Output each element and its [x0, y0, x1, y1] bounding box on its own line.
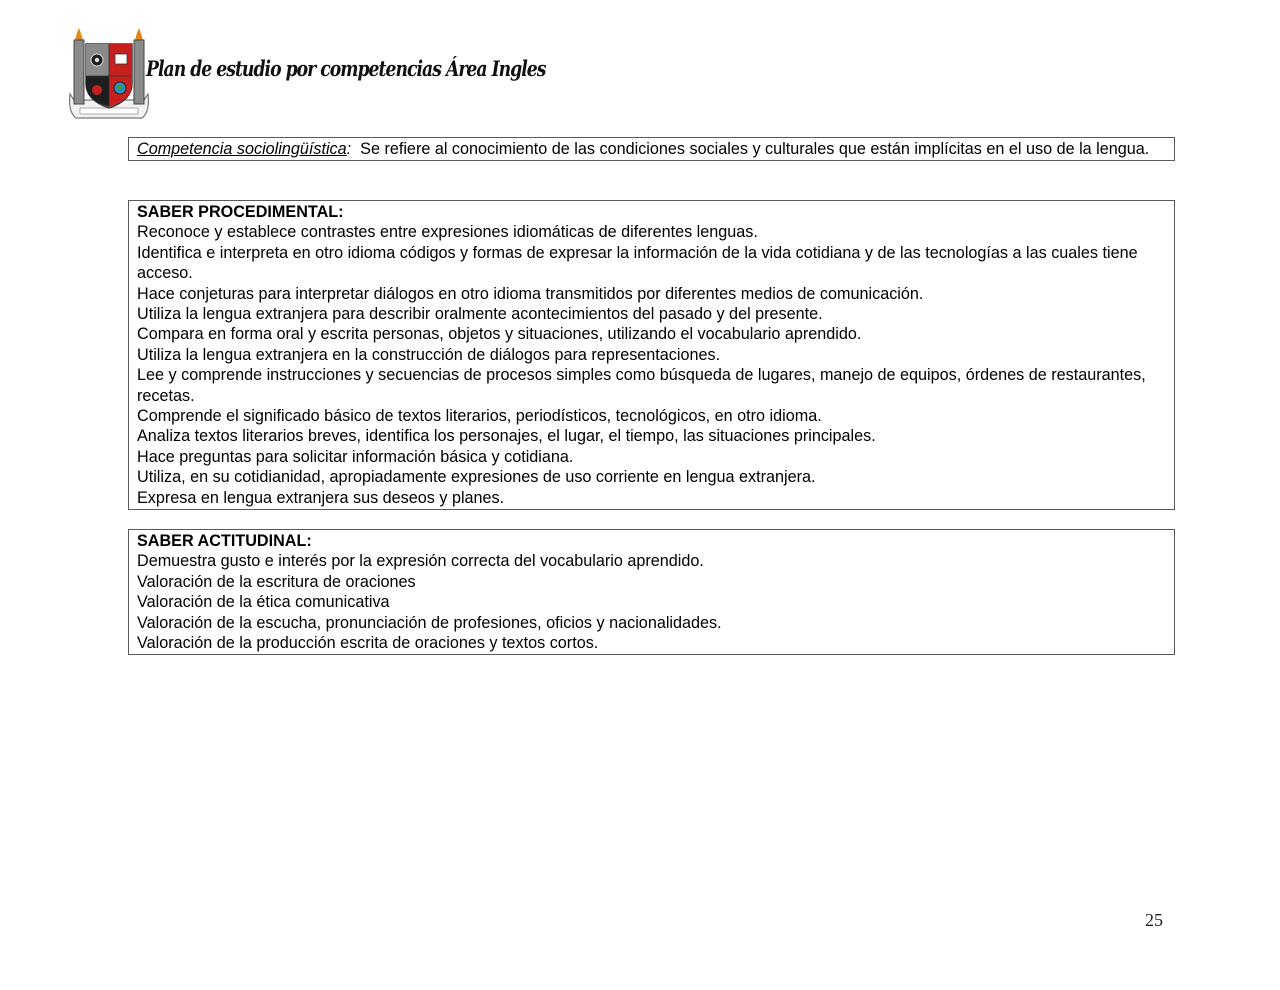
- term-colon: :: [346, 140, 352, 158]
- page-number: 25: [1145, 910, 1163, 930]
- sociolinguistic-definition: Se refiere al conocimiento de las condiciones sociales y culturales que están implícitas en el uso de la lengua.: [351, 140, 1150, 158]
- list-item: Reconoce y establece contrastes entre expresiones idiomáticas de diferentes lenguas.: [137, 223, 758, 242]
- list-item: Valoración de la escritura de oraciones: [137, 572, 416, 591]
- page-header: [66, 28, 546, 122]
- list-item: Valoración de la ética comunicativa: [137, 593, 390, 612]
- list-item: Identifica e interpreta en otro idioma códigos y formas de expresar la información de la vida cotidiana y de las tecnologías a las cuales tiene acceso.: [137, 243, 1138, 283]
- list-item: Lee y comprende instrucciones y secuencias de procesos simples como búsqueda de lugares, manejo de equipos, órdenes de restaurantes, recetas.: [137, 366, 1146, 405]
- attitudinal-knowledge-box: [128, 529, 1175, 655]
- list-item: Comprende el significado básico de textos literarios, periodísticos, tecnológicos, en otro idioma.: [137, 407, 822, 426]
- school-crest-icon: [66, 28, 152, 122]
- list-item: Expresa en lengua extranjera sus deseos y planes.: [137, 488, 505, 507]
- list-item: Compara en forma oral y escrita personas, objetos y situaciones, utilizando el vocabulario aprendido.: [137, 325, 862, 344]
- list-item: Utiliza la lengua extranjera en la construcción de diálogos para representaciones.: [137, 345, 721, 364]
- list-item: Valoración de la producción escrita de oraciones y textos cortos.: [137, 634, 599, 653]
- sociolinguistic-competence-box: [128, 137, 1175, 161]
- document-title: Plan de estudio por competencias Área Ingles: [146, 56, 546, 81]
- attitudinal-heading: SABER ACTITUDINAL:: [137, 532, 312, 550]
- list-item: Hace conjeturas para interpretar diálogos en otro idioma transmitidos por diferentes medios de comunicación.: [137, 284, 924, 303]
- sociolinguistic-paragraph: [137, 139, 1166, 159]
- list-item: Utiliza la lengua extranjera para describir oralmente acontecimientos del pasado y del presente.: [137, 305, 823, 324]
- sociolinguistic-term: Competencia sociolingüística: [137, 140, 347, 158]
- procedural-knowledge-box: [128, 200, 1175, 510]
- procedural-heading: SABER PROCEDIMENTAL:: [137, 203, 344, 221]
- list-item: Utiliza, en su cotidianidad, apropiadamente expresiones de uso corriente en lengua extranjera.: [137, 468, 816, 487]
- list-item: Hace preguntas para solicitar información básica y cotidiana.: [137, 447, 574, 466]
- list-item: Analiza textos literarios breves, identifica los personajes, el lugar, el tiempo, las situaciones principales.: [137, 427, 876, 446]
- list-item: Valoración de la escucha, pronunciación de profesiones, oficios y nacionalidades.: [137, 613, 722, 632]
- list-item: Demuestra gusto e interés por la expresión correcta del vocabulario aprendido.: [137, 552, 704, 571]
